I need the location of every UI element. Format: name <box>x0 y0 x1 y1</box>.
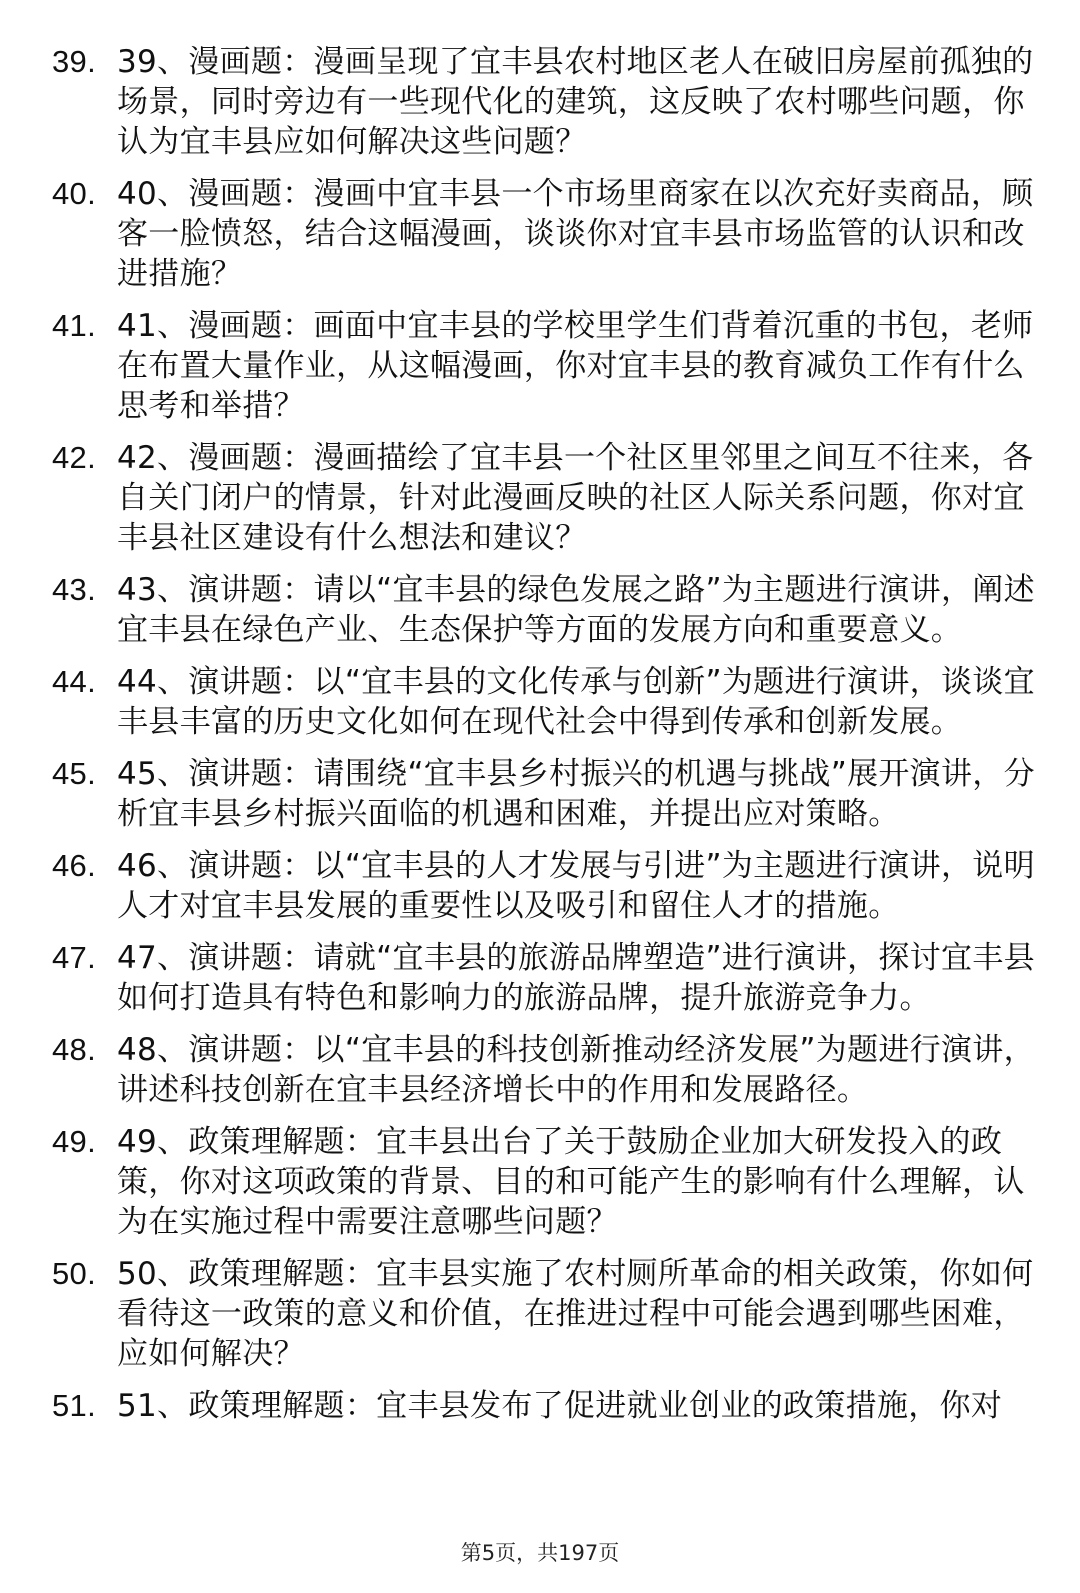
question-text: 49、政策理解题：宜丰县出台了关于鼓励企业加大研发投入的政策，你对这项政策的背景、目的和可能产生的影响有什么理解，认为在实施过程中需要注意哪些问题？ <box>117 1124 1025 1240</box>
question-number: 44. <box>52 664 96 699</box>
question-number: 48. <box>52 1032 96 1067</box>
question-number: 50. <box>52 1256 96 1291</box>
list-item <box>0 754 1080 834</box>
list-item <box>0 438 1080 558</box>
question-number: 39. <box>52 44 96 79</box>
question-number: 42. <box>52 440 96 475</box>
list-item <box>0 1030 1080 1110</box>
list-item <box>0 846 1080 926</box>
list-item <box>0 662 1080 742</box>
question-text: 51、政策理解题：宜丰县发布了促进就业创业的政策措施，你对 <box>117 1388 1003 1424</box>
question-text: 40、漫画题：漫画中宜丰县一个市场里商家在以次充好卖商品，顾客一脸愤怒，结合这幅漫画，谈谈你对宜丰县市场监管的认识和改进措施？ <box>117 176 1034 292</box>
question-number: 43. <box>52 572 96 607</box>
question-text: 48、演讲题：以“宜丰县的科技创新推动经济发展”为题进行演讲，讲述科技创新在宜丰县经济增长中的作用和发展路径。 <box>117 1032 1035 1108</box>
list-item <box>0 42 1080 162</box>
list-item <box>0 1122 1080 1242</box>
question-number: 40. <box>52 176 96 211</box>
question-number: 51. <box>52 1388 96 1423</box>
question-text: 44、演讲题：以“宜丰县的文化传承与创新”为题进行演讲，谈谈宜丰县丰富的历史文化如何在现代社会中得到传承和创新发展。 <box>117 664 1035 740</box>
question-text: 41、漫画题：画面中宜丰县的学校里学生们背着沉重的书包，老师在布置大量作业，从这幅漫画，你对宜丰县的教育减负工作有什么思考和举措？ <box>117 308 1034 424</box>
list-item <box>0 1254 1080 1374</box>
question-text: 47、演讲题：请就“宜丰县的旅游品牌塑造”进行演讲，探讨宜丰县如何打造具有特色和影响力的旅游品牌，提升旅游竞争力。 <box>117 940 1035 1016</box>
list-item <box>0 570 1080 650</box>
question-number: 45. <box>52 756 96 791</box>
question-text: 43、演讲题：请以“宜丰县的绿色发展之路”为主题进行演讲，阐述宜丰县在绿色产业、生态保护等方面的发展方向和重要意义。 <box>117 572 1035 648</box>
question-number: 49. <box>52 1124 96 1159</box>
list-item <box>0 174 1080 294</box>
list-item <box>0 306 1080 426</box>
question-number: 46. <box>52 848 96 883</box>
list-item <box>0 1386 1080 1426</box>
question-text: 50、政策理解题：宜丰县实施了农村厕所革命的相关政策，你如何看待这一政策的意义和价值，在推进过程中可能会遇到哪些困难，应如何解决？ <box>117 1256 1034 1372</box>
question-text: 45、演讲题：请围绕“宜丰县乡村振兴的机遇与挑战”展开演讲，分析宜丰县乡村振兴面临的机遇和困难，并提出应对策略。 <box>117 756 1035 832</box>
question-number: 41. <box>52 308 96 343</box>
question-list <box>0 42 1080 1438</box>
question-text: 46、演讲题：以“宜丰县的人才发展与引进”为主题进行演讲，说明人才对宜丰县发展的重要性以及吸引和留住人才的措施。 <box>117 848 1035 924</box>
list-item <box>0 938 1080 1018</box>
page-footer: 第5页，共197页 <box>460 1541 620 1565</box>
question-text: 39、漫画题：漫画呈现了宜丰县农村地区老人在破旧房屋前孤独的场景，同时旁边有一些现代化的建筑，这反映了农村哪些问题，你认为宜丰县应如何解决这些问题？ <box>117 44 1034 160</box>
question-text: 42、漫画题：漫画描绘了宜丰县一个社区里邻里之间互不往来，各自关门闭户的情景，针对此漫画反映的社区人际关系问题，你对宜丰县社区建设有什么想法和建议？ <box>117 440 1034 556</box>
question-number: 47. <box>52 940 96 975</box>
